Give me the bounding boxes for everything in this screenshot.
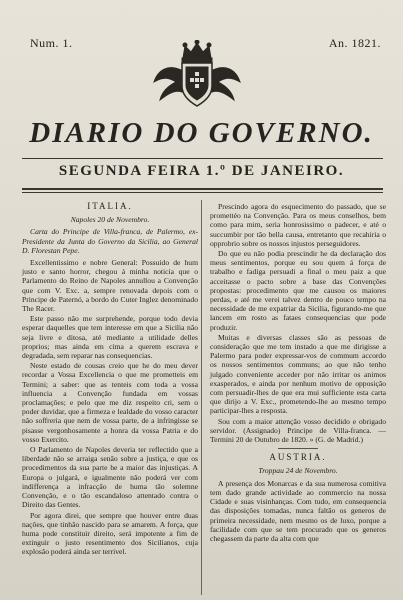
- paragraph: Prescindo agora do esquecimento do passado, que se promettéo na Convenção. Para os meus conselhos, bem como para mim, seria honrosissimo o padecer, e até o succumbir por tão bella causa, entretanto que recahiria o opprobrio sobre os nossos injustos perseguidores.: [210, 202, 386, 248]
- masthead-title: DIARIO DO GOVERNO.: [29, 117, 374, 149]
- header-double-rule: [22, 188, 383, 190]
- section-heading-austria: AUSTRIA.: [269, 452, 327, 463]
- paragraph: Do que eu não podia prescindir he da declaração dos meus sentimentos, porque eu sou quem á força de trabalho e fadiga persuadi a final o meu paiz a que acceitasse o pacto sobre a base das Convenções propostas: procedimento que me causou os maiores perdas, e até me verei talvez dentro de pouco tempo na necessidade de me expatriar da Sicilia, figurando-me que lancem em rosto as fataes consequencias que pode produzir.: [210, 249, 386, 332]
- issue-date: SEGUNDA FEIRA 1.º DE JANEIRO.: [58, 163, 345, 179]
- paragraph: Excellentissimo e nobre General: Possuido de hum justo e santo horror, chegou á minha noticia que o Parlamento do Reino de Napoles annullou a Convenção que com V. Exc. a, sempre renovada depois com o Principe de Paternó, a bordo do Cuter Inglez denominado The Racer.: [22, 258, 198, 314]
- royal-coat-of-arms-icon: [150, 40, 244, 112]
- header-double-rule-thin: [22, 192, 383, 193]
- paragraph: Muitas e diversas classes são as pessoas de consideração que me tem instado a que me dirigisse a Palermo para poder expressar-vos de commum accordo os nossos sentimentos communs; ao que não tenho julgado conveniente acceder por não irritar os animos exasperados, e ainda por nenhum motivo de opposição com persuadir-lhes de que era mui sufficiente esta carta que dirijo a V. Exc., prometendo-lhe ao mesmo tempo participar-lhes a resposta.: [210, 332, 386, 416]
- issue-year: An. 1821.: [328, 36, 381, 50]
- paragraph: Neste estado de cousas creio que he do meu dever recordar a Vossa Excellencia o que me prometteis em Termini; a saber: que as tenteis com toda a vossa influencia a Convenção fundada em vossas proclamações; e pelo que me diz respeito cri, sem o poder duvidar, que a firmeza e lealdade do vosso caracter não soffreria que nem de vossa parte, de a infringisse se pisasse vergonhosamente a honra da vossa Patria e do vosso Exercito.: [22, 361, 198, 444]
- dateline: Troppau 24 de Novembro.: [258, 466, 338, 476]
- letter-intro: Carta do Principe de Villa-franca, de Palermo, ex-Presidente da Junta do Governo da Sicilia, ao General D. Florestan Pepe.: [22, 227, 198, 255]
- section-heading-italia: ITALIA.: [87, 201, 133, 211]
- paragraph: O Parlamento de Napoles deveria ter reflectido que a liberdade não se arraiga senão sobre a justiça, e que os procedimentos da sua parte he a maior das injustiças. A Europa o julgará, e igualmente não poderá ver com indifferença a infracção de huma tão solemne Convenção, e o tão escandaloso attentado contra o Direito das Gentes.: [22, 445, 198, 510]
- issue-number: Num. 1.: [30, 36, 73, 50]
- header-rule: [22, 158, 383, 159]
- signature-paragraph: Sou com a maior attenção vosso decidido e obrigado servidor. (Assignado) Principe de Villa-franca. — Termini 20 de Outubro de 1820. » (G. de Madrid.): [210, 416, 386, 445]
- section-separator: [278, 448, 318, 449]
- dateline: Napoles 20 de Novembro.: [70, 215, 150, 225]
- paragraph: A presença dos Monarcas e da sua numerosa comitiva tem dado grande actividade ao commercio na nossa Cidade e suas visinhanças. Com tudo, em consequencia das disposições tomadas, nunca faltão os generos de primeira necessidade, nem mesmo os de luxo, porque a facilidade com que se tem procurado que os generos chegassem da parte da alta com que: [210, 478, 386, 543]
- paragraph: Por agora direi, que sempre que houver entre duas nações, que tinhão nascido para se amarem. A força, que huma pode constituir direito, será impotente a fim de extinguir o justo resentimento dos Sicilianos, cuja explosão poderá ainda ser terrivel.: [22, 510, 198, 557]
- column-divider: [201, 200, 202, 595]
- left-column: [22, 202, 198, 558]
- right-column: [210, 202, 386, 544]
- paragraph: Este passo não me surprehende, porque todo devia esperar daquelles que tem interesse em que a Sicilia não seja livre e ditosa, até mediante a utilidade delles proprios; mas ainda em cima a querem escrava e degradada, sem reparar nas consequencias.: [22, 314, 198, 361]
